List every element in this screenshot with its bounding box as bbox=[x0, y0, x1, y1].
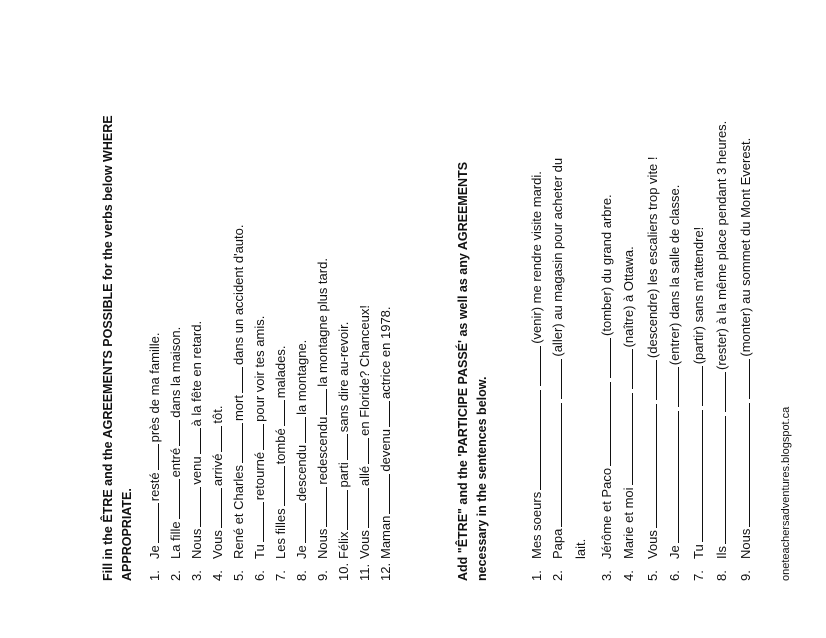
answer-blank[interactable] bbox=[690, 410, 703, 542]
answer-blank[interactable] bbox=[209, 426, 222, 452]
answer-blank[interactable] bbox=[209, 488, 222, 528]
exercise-row bbox=[598, 194, 615, 581]
exercise-row bbox=[356, 305, 373, 581]
answer-blank[interactable] bbox=[146, 503, 159, 543]
item-number: 4. bbox=[621, 570, 636, 581]
exercise-row bbox=[377, 306, 394, 581]
item-participle: devenu bbox=[378, 428, 393, 472]
item-subject: La fille bbox=[168, 521, 183, 559]
footer-website: oneteachersadventures.blogspot.ca bbox=[780, 406, 792, 581]
exercise-row bbox=[146, 333, 163, 581]
answer-blank[interactable] bbox=[377, 401, 390, 427]
answer-blank[interactable] bbox=[272, 400, 285, 426]
item-participle: tombé bbox=[273, 428, 288, 465]
item-subject: Jérôme et Paco bbox=[599, 467, 614, 559]
answer-blank[interactable] bbox=[188, 428, 201, 454]
item-number: 8. bbox=[294, 570, 309, 581]
answer-blank[interactable] bbox=[666, 367, 679, 407]
item-number: 5. bbox=[231, 570, 246, 581]
item-complement: sans dire au-revoir. bbox=[336, 321, 351, 433]
exercise-row bbox=[335, 322, 352, 581]
item-participle: entré bbox=[168, 447, 183, 478]
item-number: 10. bbox=[336, 562, 351, 581]
answer-blank[interactable] bbox=[314, 487, 327, 527]
item-complement: en Floride? Chanceux! bbox=[357, 305, 372, 436]
answer-blank[interactable] bbox=[620, 349, 633, 389]
answer-blank[interactable] bbox=[230, 367, 243, 393]
answer-blank[interactable] bbox=[690, 366, 703, 406]
answer-blank[interactable] bbox=[335, 490, 348, 530]
item-number: 6. bbox=[667, 570, 682, 581]
answer-blank[interactable] bbox=[644, 404, 657, 528]
answer-blank[interactable] bbox=[251, 502, 264, 542]
item-complement: la montagne. bbox=[294, 339, 309, 415]
exercise-row bbox=[737, 138, 754, 581]
answer-blank[interactable] bbox=[293, 503, 306, 543]
exercise-row bbox=[690, 227, 707, 581]
item-number: 7. bbox=[273, 570, 288, 581]
item-verb-complement: (entrer) dans la salle de classe. bbox=[667, 184, 682, 366]
exercise-row bbox=[188, 321, 205, 581]
item-complement: actrice en 1978. bbox=[378, 306, 393, 399]
item-complement: dans un accident d'auto. bbox=[231, 224, 246, 366]
item-complement: tôt. bbox=[210, 405, 225, 424]
item-participle: mort bbox=[231, 395, 246, 422]
item-participle: redescendu bbox=[315, 416, 330, 485]
item-number: 5. bbox=[645, 570, 660, 581]
exercise-row bbox=[167, 327, 184, 581]
item-number: 12. bbox=[378, 562, 393, 581]
item-subject: Je bbox=[667, 545, 682, 559]
answer-blank[interactable] bbox=[335, 434, 348, 460]
item-complement: malades. bbox=[273, 345, 288, 399]
answer-blank[interactable] bbox=[314, 389, 327, 415]
answer-blank[interactable] bbox=[598, 338, 611, 378]
section2-title-line1: Add "ÊTRE" and the 'PARTICIPE PASSÉ' as well as any AGREEMENTS bbox=[456, 161, 470, 581]
item-number: 1. bbox=[147, 570, 162, 581]
item-number: 8. bbox=[714, 570, 729, 581]
exercise-row bbox=[293, 340, 310, 581]
answer-blank[interactable] bbox=[251, 424, 264, 450]
answer-blank[interactable] bbox=[377, 474, 390, 514]
answer-blank[interactable] bbox=[528, 390, 541, 490]
answer-blank[interactable] bbox=[620, 393, 633, 485]
answer-blank[interactable] bbox=[666, 411, 679, 543]
item-subject: Nous bbox=[738, 528, 753, 559]
item-number: 7. bbox=[691, 570, 706, 581]
exercise-row bbox=[666, 185, 683, 581]
answer-blank[interactable] bbox=[549, 359, 562, 399]
item-number: 4. bbox=[210, 570, 225, 581]
answer-blank[interactable] bbox=[598, 382, 611, 466]
exercise-row bbox=[620, 246, 637, 581]
item-participle: resté bbox=[147, 472, 162, 502]
answer-blank[interactable] bbox=[188, 487, 201, 527]
answer-blank[interactable] bbox=[528, 346, 541, 386]
item-subject: Ils bbox=[714, 546, 729, 559]
item-subject: Nous bbox=[189, 528, 204, 559]
item-complement: dans la maison. bbox=[168, 326, 183, 418]
exercise-row bbox=[713, 121, 730, 581]
exercise-row bbox=[644, 156, 661, 581]
item-number: 2. bbox=[550, 570, 565, 581]
exercise-row bbox=[251, 316, 268, 581]
item-verb-complement: (naître) à Ottawa. bbox=[621, 246, 636, 348]
exercise-row bbox=[272, 346, 289, 581]
item-subject: Vous bbox=[645, 530, 660, 559]
item-verb-complement: (partir) sans m'attendre! bbox=[691, 226, 706, 365]
answer-blank[interactable] bbox=[713, 416, 726, 544]
item-verb-complement: (descendre) les escaliers trop vite ! bbox=[645, 156, 660, 359]
exercise-row bbox=[314, 258, 331, 581]
item-participle: arrivé bbox=[210, 453, 225, 487]
item-verb-complement: (tomber) du grand arbre. bbox=[599, 194, 614, 336]
exercise-row bbox=[209, 405, 226, 581]
item-verb-complement: (venir) me rendre visite mardi. bbox=[529, 171, 544, 344]
item-participle: retourné bbox=[252, 451, 267, 501]
item-verb-complement: (rester) à la même place pendant 3 heures. bbox=[714, 120, 729, 370]
item-complement: à la fête en retard. bbox=[189, 320, 204, 427]
item-subject: Les filles bbox=[273, 508, 288, 559]
item-complement: près de ma famille. bbox=[147, 332, 162, 443]
item-subject: Vous bbox=[357, 530, 372, 559]
item-number: 9. bbox=[738, 570, 753, 581]
answer-blank[interactable] bbox=[644, 360, 657, 400]
item-subject: Félix bbox=[336, 531, 351, 559]
answer-blank[interactable] bbox=[146, 444, 159, 470]
item-number: 3. bbox=[189, 570, 204, 581]
item-subject: Nous bbox=[315, 528, 330, 559]
item-number: 6. bbox=[252, 570, 267, 581]
item-subject: Tu bbox=[691, 544, 706, 559]
item-subject: Je bbox=[147, 545, 162, 559]
exercise-row bbox=[573, 539, 589, 581]
exercise-row bbox=[549, 158, 566, 581]
item-verb-complement: (monter) au sommet du Mont Everest. bbox=[738, 137, 753, 357]
item-number: 1. bbox=[529, 570, 544, 581]
item-subject: Maman bbox=[378, 515, 393, 559]
answer-blank[interactable] bbox=[713, 372, 726, 412]
exercise-row bbox=[528, 171, 545, 581]
answer-blank[interactable] bbox=[230, 423, 243, 463]
item-number: 9. bbox=[315, 570, 330, 581]
answer-blank[interactable] bbox=[549, 403, 562, 527]
item-subject: Je bbox=[294, 545, 309, 559]
item-participle: venu bbox=[189, 456, 204, 485]
item-subject: Tu bbox=[252, 544, 267, 559]
exercise-row bbox=[230, 225, 247, 581]
item-participle: descendu bbox=[294, 444, 309, 502]
section1-title-line1: Fill in the ÊTRE and the AGREEMENTS POSSIBLE for the verbs below WHERE bbox=[101, 115, 115, 581]
answer-blank[interactable] bbox=[356, 488, 369, 528]
item-subject: René et Charles bbox=[231, 465, 246, 559]
answer-blank[interactable] bbox=[356, 438, 369, 464]
section2-title-line2: necessary in the sentences below. bbox=[475, 376, 489, 581]
answer-blank[interactable] bbox=[293, 417, 306, 443]
item-subject: Mes soeurs bbox=[529, 491, 544, 559]
item-number: 2. bbox=[168, 570, 183, 581]
item-participle: allé bbox=[357, 465, 372, 487]
answer-blank[interactable] bbox=[737, 403, 750, 527]
item-verb-complement: (aller) au magasin pour acheter du bbox=[550, 157, 565, 357]
item-subject: Papa bbox=[550, 528, 565, 559]
item-complement: la montagne plus tard. bbox=[315, 258, 330, 387]
item-participle: parti bbox=[336, 462, 351, 488]
answer-blank[interactable] bbox=[167, 479, 180, 519]
item-continuation: lait. bbox=[573, 538, 588, 559]
answer-blank[interactable] bbox=[737, 359, 750, 399]
item-number: 3. bbox=[599, 570, 614, 581]
item-subject: Marie et moi bbox=[621, 487, 636, 559]
answer-blank[interactable] bbox=[167, 420, 180, 446]
answer-blank[interactable] bbox=[272, 466, 285, 506]
item-number: 11. bbox=[357, 563, 372, 581]
item-complement: pour voir tes amis. bbox=[252, 315, 267, 422]
item-subject: Vous bbox=[210, 530, 225, 559]
section1-title-line2: APPROPRIATE. bbox=[120, 488, 134, 581]
